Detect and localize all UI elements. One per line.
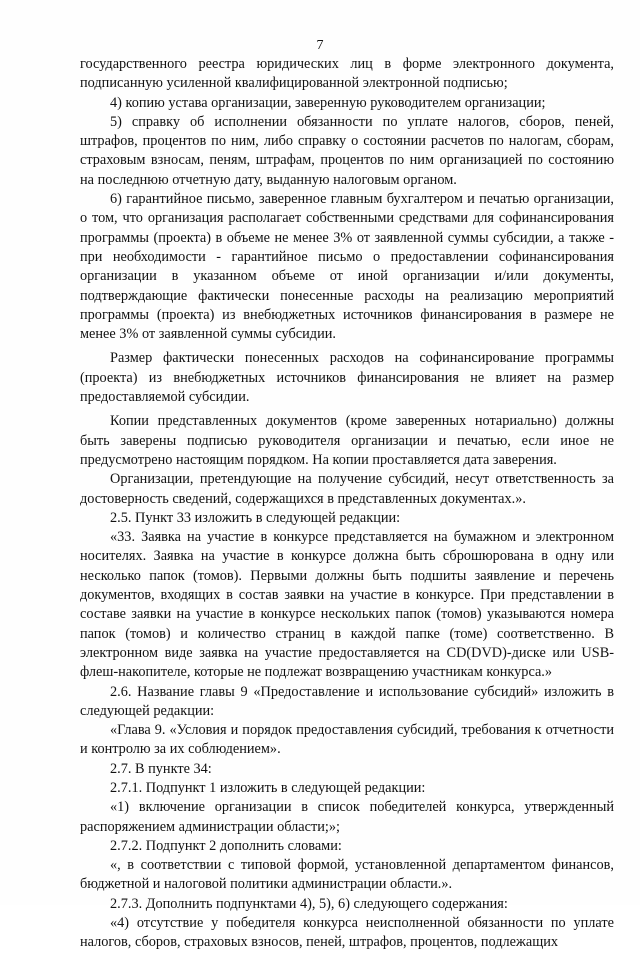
- paragraph: Размер фактически понесенных расходов на софинансирование программы (проекта) из внебюджетных источников финансирования не влияет на размер предоставляемой субсидии.: [80, 350, 614, 406]
- paragraph: 5) справку об исполнении обязанности по уплате налогов, сборов, пеней, штрафов, процентов по ним, либо справку о состоянии расчетов по налогам, сборам, страховым взносам, пеням, штрафам, процентов по ним организацией по состоянию на последнюю отчетную дату, выданную налоговым органом.: [80, 113, 614, 188]
- paragraph: 6) гарантийное письмо, заверенное главным бухгалтером и печатью организации, о том, что организация располагает собственными средствами для софинансирования программы (проекта) в объеме не менее 3% от заявленной суммы субсидии, а также - при необходимости - гарантийное письмо о предоставлении софинансирования организации в указанном объеме от иной организации и/или документы, подтверждающие фактически понесенные расходы на реализацию мероприятий программы (проекта) из внебюджетных источников финансирования в размере не менее 3% от заявленной суммы субсидии.: [80, 191, 614, 343]
- paragraph: 2.7.2. Подпункт 2 дополнить словами:: [110, 837, 342, 854]
- paragraph: «4) отсутствие у победителя конкурса неисполненной обязанности по уплате налогов, сборов, страховых взносов, пеней, штрафов, процентов, подлежащих: [80, 915, 614, 951]
- paragraph: 2.7. В пункте 34:: [110, 760, 212, 777]
- paragraph: «Глава 9. «Условия и порядок предоставления субсидий, требования к отчетности и контролю за их соблюдением».: [80, 722, 614, 758]
- paragraph: 2.7.3. Дополнить подпунктами 4), 5), 6) следующего содержания:: [110, 895, 508, 912]
- paragraph: 4) копию устава организации, заверенную руководителем организации;: [110, 94, 546, 111]
- paragraph: государственного реестра юридических лиц в форме электронного документа, подписанную усиленной квалифицированной электронной подписью;: [80, 56, 614, 92]
- paragraph: Копии представленных документов (кроме заверенных нотариально) должны быть заверены подписью руководителя организации и печатью, если иное не предусмотрено настоящим порядком. На копии проставляется дата заверения.: [80, 413, 614, 468]
- paragraph: «, в соответствии с типовой формой, установленной департаментом финансов, бюджетной и налоговой политики администрации области.».: [80, 857, 614, 893]
- paragraph: Организации, претендующие на получение субсидий, несут ответственность за достоверность сведений, содержащихся в представленных документах.».: [80, 471, 614, 507]
- paragraph: 2.5. Пункт 33 изложить в следующей редакции:: [110, 509, 401, 526]
- paragraph: 2.7.1. Подпункт 1 изложить в следующей редакции:: [110, 779, 426, 796]
- page-number: 7: [316, 38, 324, 53]
- document-body: [80, 55, 614, 953]
- paragraph: 2.6. Название главы 9 «Предоставление и использование субсидий» изложить в следующей редакции:: [80, 683, 614, 719]
- paragraph: «33. Заявка на участие в конкурсе представляется на бумажном и электронном носителях. Заявка на участие в конкурсе должна быть сброшюрована в одну или несколько папок (томов). Первыми должны быть подшиты заявление и перечень документов, входящих в состав заявки на участие в конкурсе. При представлении в составе заявки на участие в конкурсе нескольких папок (томов) указываются номера папок (томов) и количество страниц в каждой папке (томе) соответственно. В электронном виде заявка на участие предоставляется на CD(DVD)-диске или USB-флеш-накопителе, которые не подлежат возвращению участникам конкурса.»: [80, 529, 614, 681]
- paragraph: «1) включение организации в список победителей конкурса, утвержденный распоряжением администрации области;»;: [80, 799, 614, 835]
